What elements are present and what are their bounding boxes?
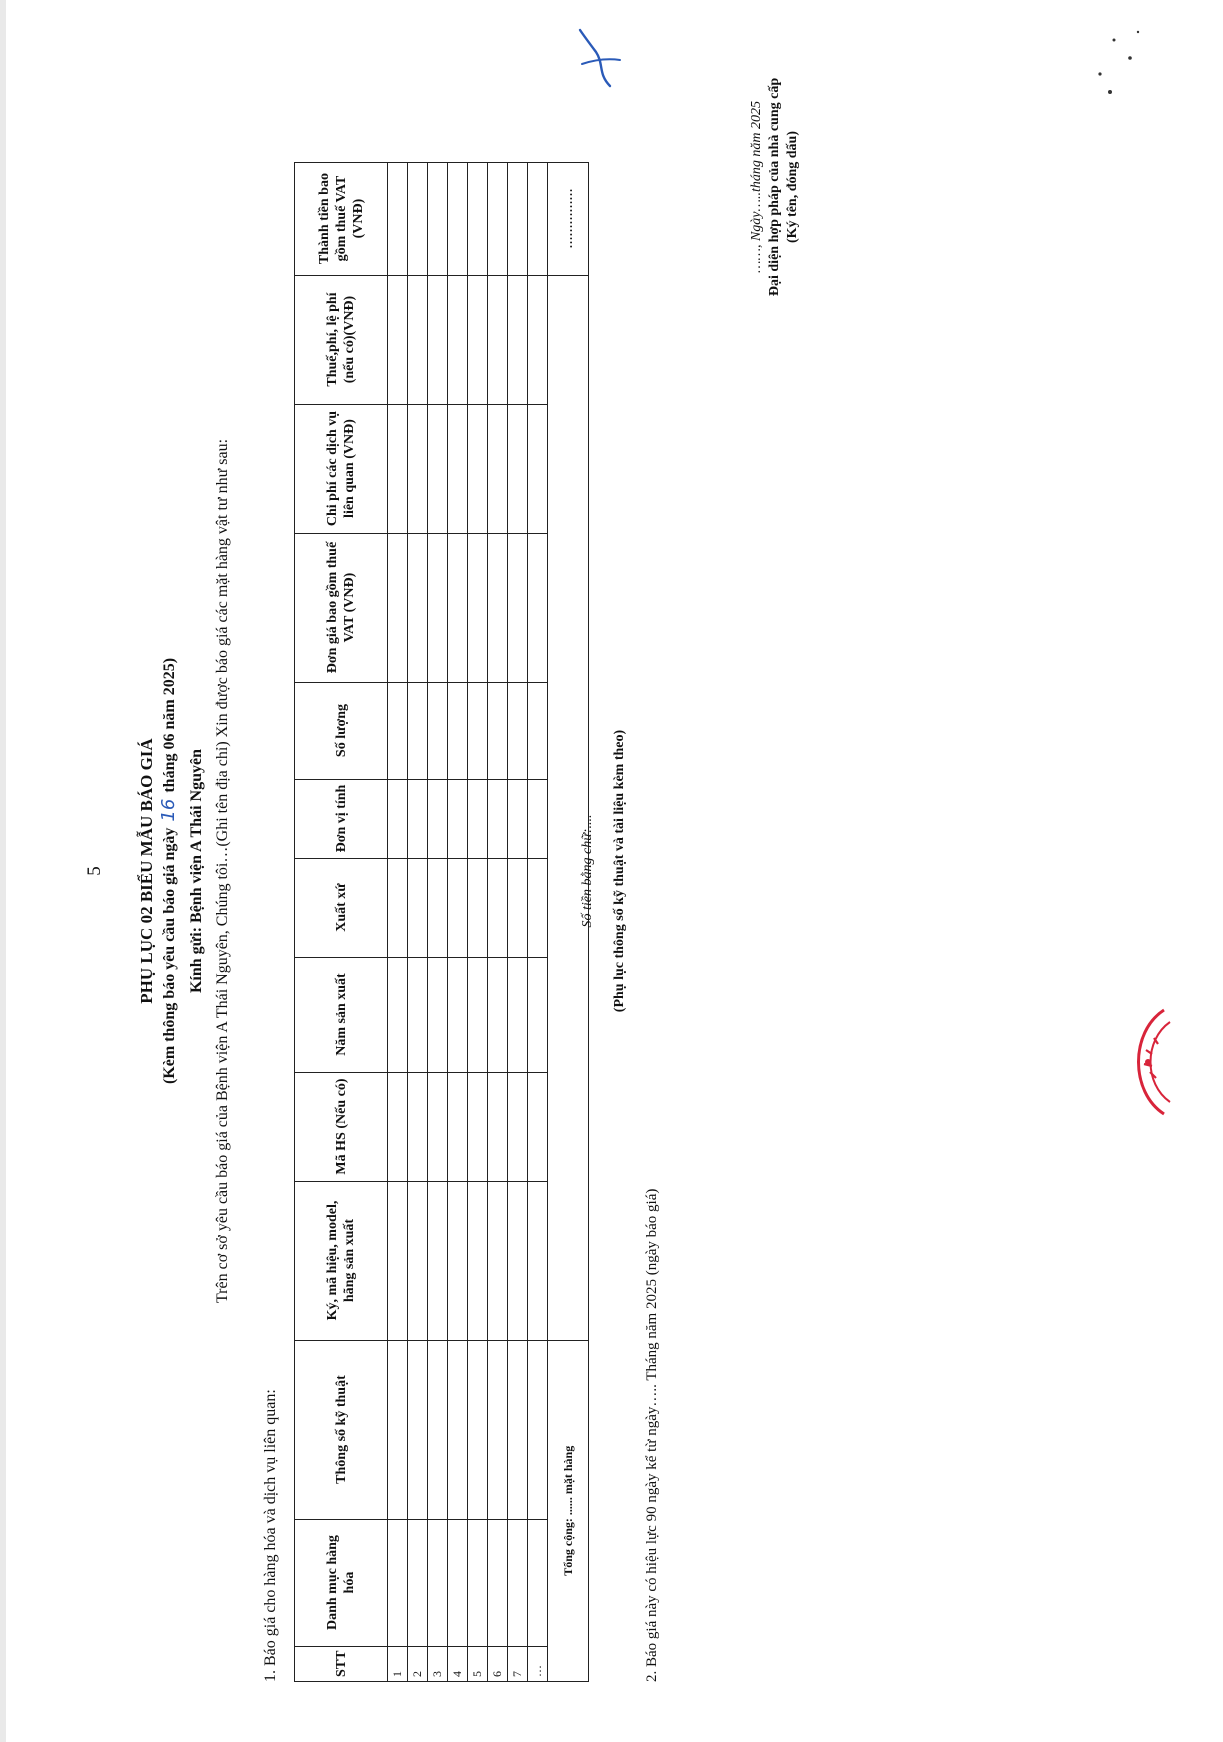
handwritten-day: 16: [158, 798, 179, 822]
table-row: [428, 162, 448, 1681]
table-row: [388, 162, 408, 1681]
document-title: PHỤ LỤC 02 BIỂU MẪU BÁO GIÁ: [137, 738, 156, 1004]
section-2-validity: 2. Báo giá này có hiệu lực 90 ngày kể từ ngày….. Tháng năm 2025 (ngày báo giá): [644, 1188, 660, 1682]
header-model-manufacturer: Ký, mã hiệu, model, hãng sản xuất: [295, 1181, 388, 1340]
header-quantity: Số lượng: [295, 682, 388, 779]
subtitle-suffix: tháng 06 năm 2025): [161, 657, 178, 793]
row-number: 7: [508, 1646, 528, 1681]
row-number: 3: [428, 1646, 448, 1681]
handwritten-mark-icon: [570, 24, 630, 94]
header-total-vat: Thành tiền bao gồm thuế VAT (VNĐ): [295, 162, 388, 275]
table-row: [528, 162, 548, 1681]
page-number: 5: [84, 866, 105, 876]
header-specifications: Thông số kỹ thuật: [295, 1340, 388, 1519]
table-header-row: [295, 162, 388, 1681]
header-taxes-fees: Thuế,phí, lệ phí (nếu có)(VNĐ): [295, 275, 388, 404]
header-stt: STT: [295, 1646, 388, 1681]
header-production-year: Năm sản xuất: [295, 957, 388, 1072]
header-unit: Đơn vị tính: [295, 779, 388, 858]
table-row: [508, 162, 528, 1681]
section-1-heading: 1. Báo giá cho hàng hóa và dịch vụ liên quan:: [262, 1389, 279, 1682]
stamp-icon: [1120, 1002, 1180, 1122]
row-number: 1: [388, 1646, 408, 1681]
scan-specks-icon: [1090, 22, 1150, 102]
amount-in-words: Số tiền bằng chữ:....: [580, 814, 595, 928]
row-number: 4: [448, 1646, 468, 1681]
header-item-list: Danh mục hàng hóa: [295, 1519, 388, 1646]
header-service-costs: Chi phí các dịch vụ liên quan (VNĐ): [295, 404, 388, 533]
recipient-line: Kính gửi: Bệnh viện A Thái Nguyên: [188, 748, 205, 994]
signature-role: Đại diện hợp pháp của nhà cung cấp: [767, 77, 782, 297]
total-label: Tổng cộng: ...... mặt hàng: [548, 1340, 589, 1681]
header-unit-price-vat: Đơn giá bao gồm thuế VAT (VNĐ): [295, 533, 388, 682]
appendix-note: (Phụ lục thông số kỹ thuật và tài liệu kèm theo): [612, 729, 627, 1013]
header-origin: Xuất xứ: [295, 858, 388, 957]
table-row: [488, 162, 508, 1681]
subtitle-prefix: (Kèm thông báo yêu cầu báo giá ngày: [161, 827, 178, 1085]
total-value: ……………: [548, 162, 589, 275]
header-hs-code: Mã HS (Nếu có): [295, 1072, 388, 1181]
signature-block: [748, 72, 802, 302]
signature-instruction: (Ký tên, đóng dấu): [785, 130, 800, 244]
row-number: 2: [408, 1646, 428, 1681]
document-subtitle: [158, 0, 181, 1742]
table-row: [468, 162, 488, 1681]
signature-date-line: ……, Ngày…..tháng năm 2025: [749, 101, 764, 273]
row-number: 5: [468, 1646, 488, 1681]
title-block: [136, 0, 209, 1742]
intro-paragraph: Trên cơ sở yêu cầu báo giá của Bệnh viện A Thái Nguyên, Chúng tôi…(Ghi tên địa chỉ) Xin được báo giá các mặt hàng vật tư như sau:: [214, 438, 231, 1304]
row-number: 6: [488, 1646, 508, 1681]
quotation-table: [294, 162, 589, 1682]
row-number: …: [528, 1646, 548, 1681]
table-row: [448, 162, 468, 1681]
table-row: [408, 162, 428, 1681]
